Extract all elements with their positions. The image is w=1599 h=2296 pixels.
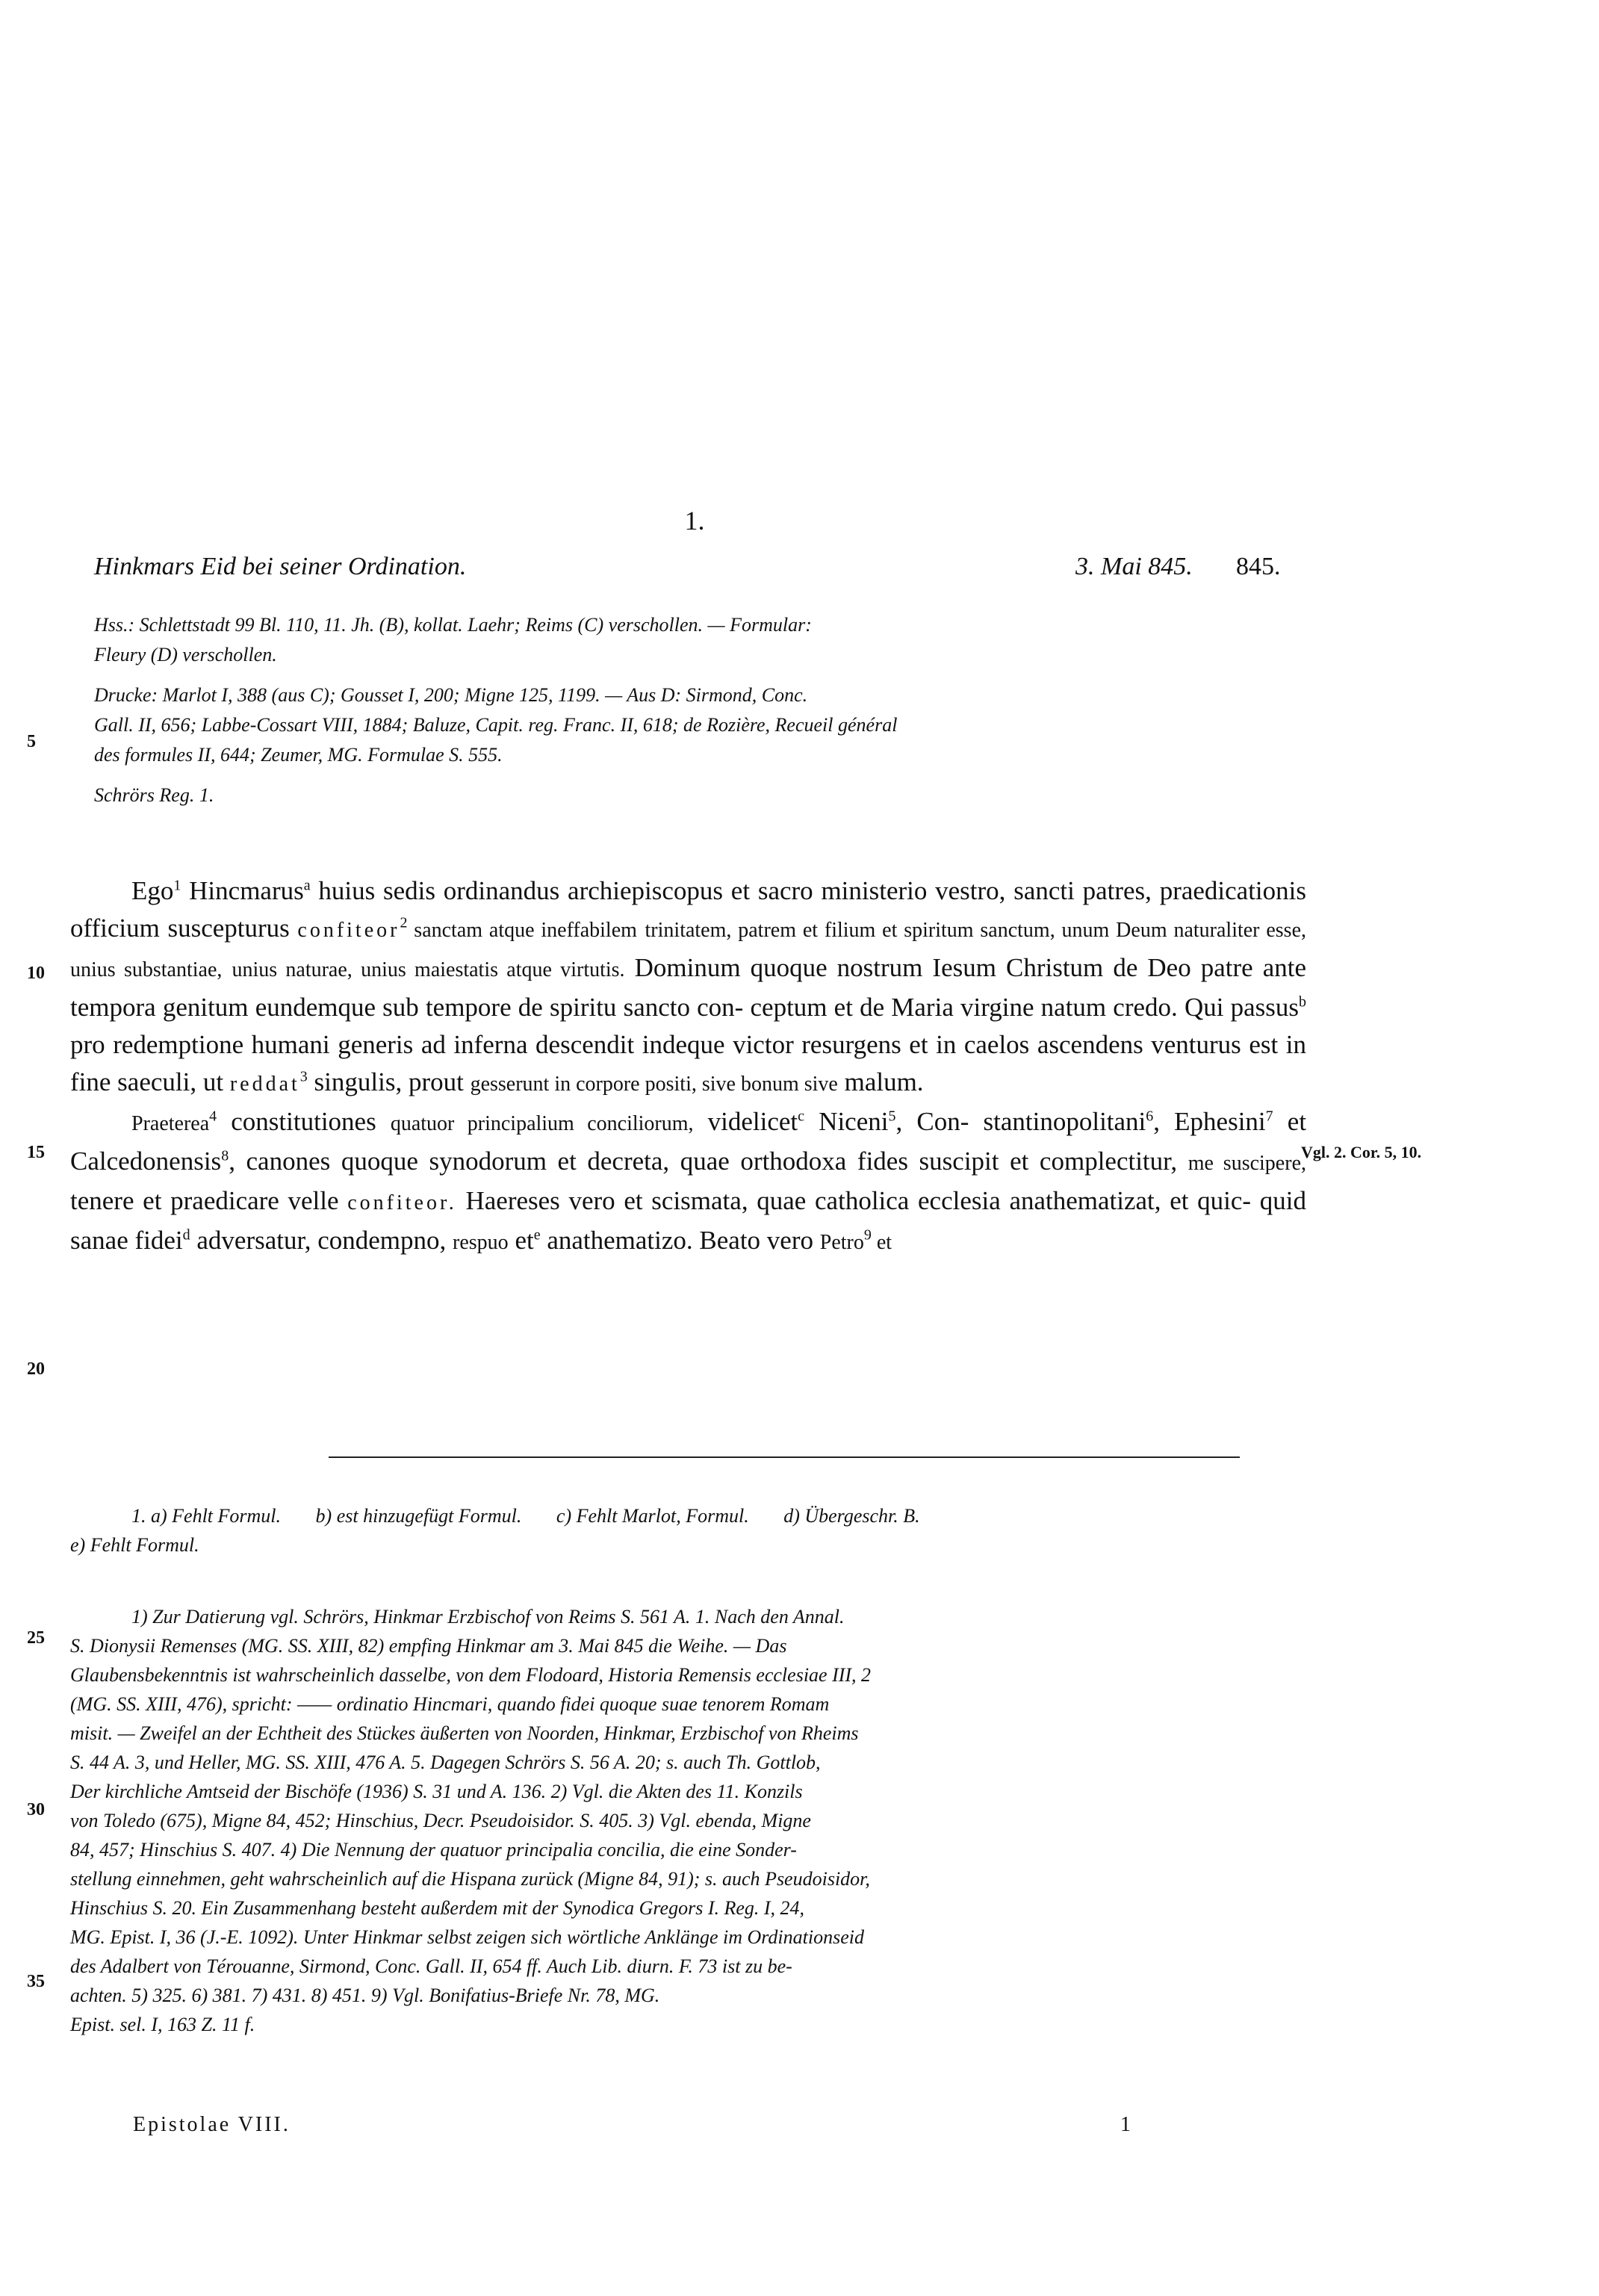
text-segment: respuo	[453, 1231, 509, 1254]
text-segment: adversatur, condempno,	[190, 1226, 453, 1255]
apparatus-ref: d	[182, 1226, 190, 1244]
prints-line: Gall. II, 656; Labbe-Cossart VIII, 1884; Baluze, Capit. reg. Franc. II, 618; de Rozière, Recueil général	[94, 714, 898, 736]
footnote-ref: 7	[1265, 1108, 1273, 1125]
text-segment: sanctam atque ineffabilem	[407, 919, 637, 942]
explanatory-footnotes	[70, 1602, 1306, 2039]
text-segment: me suscipere,	[1187, 1152, 1306, 1175]
text-segment: quatuor principalium conciliorum,	[390, 1112, 694, 1135]
margin-note: Vgl. 2. Cor. 5, 10.	[1301, 1143, 1422, 1161]
critical-apparatus	[70, 1501, 1306, 1560]
line-number: 10	[27, 964, 45, 983]
footnote-line: 1) Zur Datierung vgl. Schrörs, Hinkmar Erzbischof von Reims S. 561 A. 1. Nach den Annal.	[131, 1606, 845, 1628]
text-segment: ceptum et de Maria virgine natum credo. Qui passus	[750, 993, 1299, 1022]
footnote-line: Epist. sel. I, 163 Z. 11 f.	[70, 2014, 255, 2035]
text-segment: Haereses vero et scismata, quae catholica ecclesia anathematizat, et quic-	[456, 1186, 1252, 1215]
text-segment: tenere et praedicare velle	[70, 1186, 339, 1215]
text-segment: singulis, prout	[307, 1067, 471, 1096]
footnote-line: des Adalbert von Térouanne, Sirmond, Conc. Gall. II, 654 ff. Auch Lib. diurn. F. 73 ist zu be-	[70, 1955, 792, 1977]
line-number: 15	[27, 1143, 45, 1162]
text-segment: huius sedis ordinandus archiepiscopus et sacro ministerio vestro,	[310, 876, 1006, 905]
text-segment: , Ephesini	[1153, 1107, 1266, 1136]
line-number: 20	[27, 1359, 45, 1379]
footnote-ref: 2	[400, 914, 408, 931]
sources-section	[94, 610, 1319, 810]
footnote-line: achten. 5) 325. 6) 381. 7) 431. 8) 451. 9) Vgl. Bonifatius-Briefe Nr. 78, MG.	[70, 1985, 660, 2006]
text-segment: Hincmarus	[181, 876, 304, 905]
text-segment: gesserunt in corpore positi, sive bonum sive	[470, 1073, 838, 1096]
footnote-line: MG. Epist. I, 36 (J.-E. 1092). Unter Hinkmar selbst zeigen sich wörtliche Anklänge im Ordinationseid	[70, 1926, 864, 1948]
text-segment: Dominum quoque nostrum Iesum Christum	[624, 953, 1104, 982]
oath-text	[70, 872, 1306, 1262]
text-segment: est in fine saeculi, ut	[70, 1030, 1307, 1096]
text-segment: confiteor.	[347, 1191, 457, 1214]
document-number: 1.	[684, 506, 705, 536]
text-segment: malum.	[844, 1067, 924, 1096]
text-segment: pro redemptione humani	[70, 1030, 330, 1059]
series-signature: Epistolae VIII.	[133, 2113, 291, 2136]
apparatus-ref: a	[303, 877, 311, 894]
prints-line: Drucke: Marlot I, 388 (aus C); Gousset I, 200; Migne 125, 1199. — Aus D: Sirmond, Conc.	[94, 684, 808, 706]
text-segment: et	[871, 1231, 892, 1254]
footnote-line: 84, 457; Hinschius S. 407. 4) Die Nennung der quatuor principalia concilia, die eine Sonder-	[70, 1839, 797, 1861]
line-number: 5	[27, 732, 36, 751]
manuscripts-line: Fleury (D) verschollen.	[94, 644, 277, 665]
line-number: 35	[27, 1972, 45, 1991]
apparatus-ref: b	[1299, 993, 1306, 1011]
text-segment: Ego	[131, 876, 174, 905]
regest-line: Schrörs Reg. 1.	[94, 784, 214, 806]
text-segment: quid sanae fidei	[70, 1186, 1307, 1255]
footnote-ref: 8	[221, 1147, 229, 1164]
footnote-ref: 4	[209, 1108, 217, 1125]
page-number: 1	[1120, 2113, 1131, 2136]
text-segment: et Calcedonensis	[70, 1107, 1307, 1176]
text-segment: videlicet	[693, 1107, 798, 1136]
text-segment: generis ad inferna descendit indeque victor resurgens et in caelos ascendens venturus	[338, 1030, 1241, 1059]
line-number: 25	[27, 1628, 45, 1648]
footnote-line: misit. — Zweifel an der Echtheit des Stückes äußerten von Noorden, Hinkmar, Erzbischof von Rheims	[70, 1722, 859, 1744]
apparatus-ref: e	[533, 1226, 541, 1244]
text-segment: Petro	[819, 1231, 864, 1254]
document-year: 845.	[1236, 553, 1281, 580]
apparatus-note: d) Übergeschr. B.	[783, 1505, 920, 1527]
text-segment: , Con-	[895, 1107, 969, 1136]
footnote-ref: 1	[173, 877, 181, 894]
footnote-line: Glaubensbekenntnis ist wahrscheinlich dasselbe, von dem Flodoard, Historia Remensis ecclesiae III, 2	[70, 1664, 872, 1686]
footnote-line: Der kirchliche Amtseid der Bischöfe (1936) S. 31 und A. 136. 2) Vgl. die Akten des 11. Konzils	[70, 1781, 803, 1802]
apparatus-note: b) est hinzugefügt Formul.	[315, 1505, 522, 1527]
footnote-line: (MG. SS. XIII, 476), spricht: —— ordinatio Hincmari, quando fidei quoque suae tenorem Romam	[70, 1693, 830, 1715]
footnote-line: S. Dionysii Remenses (MG. SS. XIII, 82) empfing Hinkmar am 3. Mai 845 die Weihe. — Das	[70, 1635, 787, 1657]
apparatus-note: 1. a) Fehlt Formul.	[131, 1505, 282, 1527]
text-segment: anathematizo. Beato vero	[540, 1226, 820, 1255]
text-segment: de Deo patre ante tempora genitum eundemque sub tempore de spiritu sancto con-	[70, 953, 1307, 1022]
footnote-ref: 6	[1146, 1108, 1154, 1125]
footnote-line: S. 44 A. 3, und Heller, MG. SS. XIII, 476 A. 5. Dagegen Schrörs S. 56 A. 20; s. auch Th. Gottlob,	[70, 1752, 821, 1773]
line-number: 30	[27, 1800, 45, 1819]
text-segment: trinitatem, patrem et filium et spiritum sanctum, unum Deum naturaliter esse, unius substantiae,	[70, 919, 1306, 981]
document-date: 3. Mai 845.	[1075, 553, 1193, 580]
text-segment: stantinopolitani	[983, 1107, 1146, 1136]
text-segment: , canones quoque synodorum et decreta,	[229, 1147, 670, 1176]
text-segment: quae orthodoxa fides suscipit et complectitur,	[680, 1147, 1188, 1176]
text-segment: confiteor	[297, 919, 400, 942]
text-segment: sancti patres, praedicationis officium suscepturus	[70, 876, 1307, 943]
text-segment: Praeterea	[131, 1112, 210, 1135]
apparatus-note: c) Fehlt Marlot, Formul.	[556, 1505, 749, 1527]
apparatus-note: e) Fehlt Formul.	[70, 1534, 199, 1556]
text-segment: unius naturae, unius maiestatis atque virtutis.	[232, 958, 625, 981]
prints-line: des formules II, 644; Zeumer, MG. Formulae S. 555.	[94, 744, 503, 766]
text-segment: et	[508, 1226, 534, 1255]
footnote-line: stellung einnehmen, geht wahrscheinlich auf die Hispana zurück (Migne 84, 91); s. auch Pseudoisidor,	[70, 1868, 870, 1890]
document-title: Hinkmars Eid bei seiner Ordination.	[94, 553, 467, 580]
footnote-line: Hinschius S. 20. Ein Zusammenhang besteht außerdem mit der Synodica Gregors I. Reg. I, 24,	[70, 1897, 805, 1919]
text-segment: Niceni	[804, 1107, 889, 1136]
footnote-ref: 5	[888, 1108, 896, 1125]
footnote-ref: 9	[863, 1226, 872, 1244]
footnote-line: von Toledo (675), Migne 84, 452; Hinschius, Decr. Pseudoisidor. S. 405. 3) Vgl. ebenda, Migne	[70, 1810, 811, 1831]
footnote-ref: 3	[299, 1068, 308, 1085]
apparatus-ref: c	[798, 1108, 805, 1125]
text-segment: reddat	[229, 1073, 300, 1096]
footnote-divider	[329, 1456, 1240, 1458]
text-segment: constitutiones	[217, 1107, 391, 1136]
manuscripts-line: Hss.: Schlettstadt 99 Bl. 110, 11. Jh. (B), kollat. Laehr; Reims (C) verschollen. — Formular:	[94, 614, 812, 636]
